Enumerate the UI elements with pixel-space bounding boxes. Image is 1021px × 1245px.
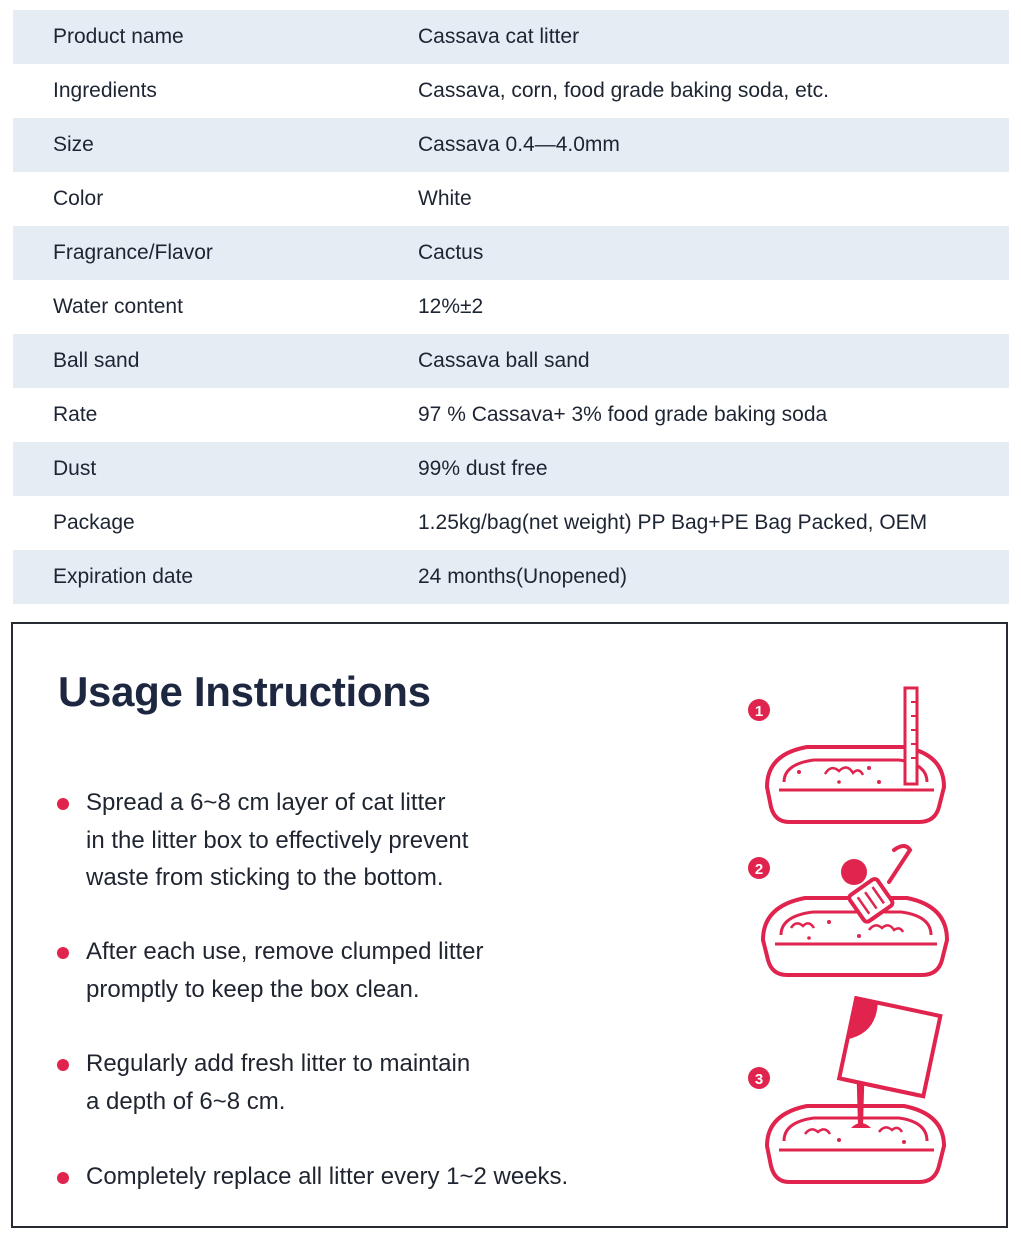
spec-row-color — [13, 172, 1009, 226]
bullet-icon — [57, 1172, 69, 1184]
spec-value: Cassava 0.4—4.0mm — [418, 133, 620, 156]
litter-box-ruler-icon — [739, 682, 959, 832]
spec-row-ingredients — [13, 64, 1009, 118]
spec-row-package — [13, 496, 1009, 550]
bullet-icon — [57, 798, 69, 810]
usage-step — [57, 784, 468, 897]
usage-step-text: Regularly add fresh litter to maintain a depth of 6~8 cm. — [86, 1050, 471, 1115]
spec-value: Cactus — [418, 241, 484, 264]
usage-step-text: After each use, remove clumped litter promptly to keep the box clean. — [86, 938, 484, 1003]
bullet-icon — [57, 947, 69, 959]
usage-title: Usage Instructions — [58, 668, 431, 715]
spec-value: 99% dust free — [418, 457, 548, 480]
spec-row-fragrance — [13, 226, 1009, 280]
spec-row-dust — [13, 442, 1009, 496]
spec-value: White — [418, 187, 472, 210]
usage-step-text: Completely replace all litter every 1~2 weeks. — [86, 1163, 569, 1190]
spec-row-product-name — [13, 10, 1009, 64]
spec-key: Fragrance/Flavor — [53, 241, 213, 264]
svg-text:2: 2 — [754, 861, 764, 878]
spec-table — [13, 10, 1009, 604]
spec-value: 12%±2 — [418, 295, 484, 318]
spec-value: Cassava, corn, food grade baking soda, etc. — [418, 79, 829, 102]
litter-box-scoop-icon — [739, 840, 959, 990]
spec-key: Color — [53, 187, 104, 210]
svg-text:3: 3 — [754, 1071, 764, 1088]
spec-key: Ball sand — [53, 349, 140, 372]
spec-value: Cassava ball sand — [418, 349, 590, 372]
spec-row-size — [13, 118, 1009, 172]
spec-key: Ingredients — [53, 79, 157, 102]
spec-key: Size — [53, 133, 94, 156]
spec-key: Dust — [53, 457, 97, 480]
spec-row-ball-sand — [13, 334, 1009, 388]
usage-step — [57, 1158, 568, 1196]
spec-row-water-content — [13, 280, 1009, 334]
svg-text:1: 1 — [754, 703, 764, 720]
litter-box-pour-bag-icon — [739, 996, 959, 1198]
spec-key: Product name — [53, 25, 184, 48]
spec-value: Cassava cat litter — [418, 25, 580, 48]
spec-value: 24 months(Unopened) — [418, 565, 627, 588]
usage-step — [57, 933, 484, 1008]
spec-value: 1.25kg/bag(net weight) PP Bag+PE Bag Packed, OEM — [418, 511, 928, 534]
usage-step-text: Spread a 6~8 cm layer of cat litter in the litter box to effectively prevent waste from sticking to the bottom. — [86, 789, 469, 891]
usage-step — [57, 1045, 470, 1120]
bullet-icon — [57, 1059, 69, 1071]
spec-row-rate — [13, 388, 1009, 442]
spec-key: Package — [53, 511, 135, 534]
spec-key: Rate — [53, 403, 98, 426]
spec-row-expiration — [13, 550, 1009, 604]
spec-key: Expiration date — [53, 565, 194, 588]
spec-key: Water content — [53, 295, 183, 318]
usage-instructions-panel — [11, 622, 1008, 1228]
spec-value: 97 % Cassava+ 3% food grade baking soda — [418, 403, 828, 426]
